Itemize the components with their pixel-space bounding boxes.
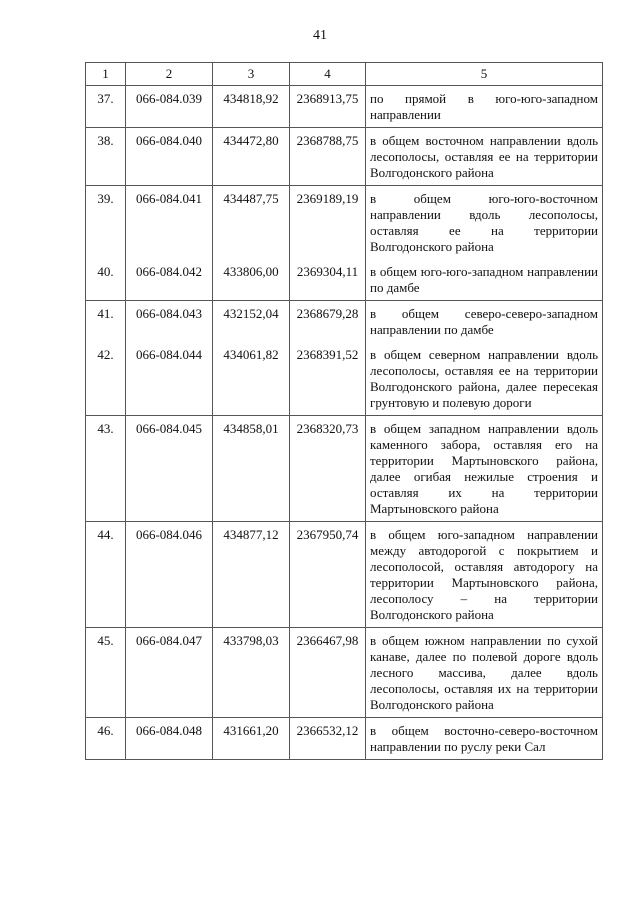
- table-row: [86, 186, 603, 260]
- row-number: 41.: [86, 301, 126, 343]
- boundary-description: в общем восточном направлении вдоль лесополосы, оставляя ее на территории Волгодонского района: [366, 128, 603, 186]
- table-header-row: [86, 63, 603, 86]
- boundary-description: в общем северном направлении вдоль лесополосы, оставляя ее на территории Волгодонского района, далее пересекая грунтовую и полевую дороги: [366, 342, 603, 416]
- coordinate-y: 2368320,73: [290, 416, 366, 522]
- row-number: 45.: [86, 628, 126, 718]
- coordinate-y: 2369304,11: [290, 259, 366, 301]
- row-number: 43.: [86, 416, 126, 522]
- page-number: 41: [313, 28, 327, 43]
- column-header-code: 2: [126, 63, 213, 86]
- boundary-description: в общем западном направлении вдоль каменного забора, оставляя его на территории Мартыновского района, далее огибая нежилые строения и оставляя их на территории Мартыновского района: [366, 416, 603, 522]
- coordinate-y: 2366467,98: [290, 628, 366, 718]
- coordinate-x: 432152,04: [213, 301, 290, 343]
- point-code: 066-084.043: [126, 301, 213, 343]
- table-row: [86, 522, 603, 628]
- table-row: [86, 259, 603, 301]
- point-code: 066-084.042: [126, 259, 213, 301]
- coordinate-x: 434858,01: [213, 416, 290, 522]
- coordinate-y: 2368913,75: [290, 86, 366, 128]
- boundary-description: в общем северо-северо-западном направлении по дамбе: [366, 301, 603, 343]
- row-number: 37.: [86, 86, 126, 128]
- boundary-description: в общем южном направлении по сухой канаве, далее по полевой дороге вдоль лесного массива, далее вдоль лесополосы, оставляя их на территории Волгодонского района: [366, 628, 603, 718]
- row-number: 42.: [86, 342, 126, 416]
- boundary-description: в общем юго-западном направлении между автодорогой с покрытием и лесополосой, оставляя автодорогу на территории Мартыновского района, лесополосу – на территории Волгодонского района: [366, 522, 603, 628]
- row-number: 38.: [86, 128, 126, 186]
- point-code: 066-084.047: [126, 628, 213, 718]
- point-code: 066-084.044: [126, 342, 213, 416]
- coordinate-y: 2368679,28: [290, 301, 366, 343]
- point-code: 066-084.046: [126, 522, 213, 628]
- point-code: 066-084.039: [126, 86, 213, 128]
- coordinate-x: 434877,12: [213, 522, 290, 628]
- coordinate-x: 434061,82: [213, 342, 290, 416]
- table-row: [86, 342, 603, 416]
- column-header-x: 3: [213, 63, 290, 86]
- coordinate-y: 2369189,19: [290, 186, 366, 260]
- coordinate-x: 434818,92: [213, 86, 290, 128]
- coordinate-y: 2367950,74: [290, 522, 366, 628]
- column-header-y: 4: [290, 63, 366, 86]
- row-number: 40.: [86, 259, 126, 301]
- table-row: [86, 416, 603, 522]
- coordinate-x: 433798,03: [213, 628, 290, 718]
- row-number: 39.: [86, 186, 126, 260]
- point-code: 066-084.040: [126, 128, 213, 186]
- point-code: 066-084.045: [126, 416, 213, 522]
- boundary-points-table: [85, 62, 603, 760]
- row-number: 46.: [86, 718, 126, 760]
- table-row: [86, 718, 603, 760]
- row-number: 44.: [86, 522, 126, 628]
- point-code: 066-084.041: [126, 186, 213, 260]
- coordinate-y: 2368788,75: [290, 128, 366, 186]
- coordinate-y: 2368391,52: [290, 342, 366, 416]
- table-row: [86, 128, 603, 186]
- coordinate-x: 433806,00: [213, 259, 290, 301]
- table-row: [86, 301, 603, 343]
- coordinate-x: 434472,80: [213, 128, 290, 186]
- column-header-description: 5: [366, 63, 603, 86]
- coordinate-x: 434487,75: [213, 186, 290, 260]
- coordinate-y: 2366532,12: [290, 718, 366, 760]
- table-row: [86, 86, 603, 128]
- boundary-description: в общем юго-юго-восточном направлении вдоль лесополосы, оставляя ее на территории Волгодонского района: [366, 186, 603, 260]
- column-header-number: 1: [86, 63, 126, 86]
- boundary-description: по прямой в юго-юго-западном направлении: [366, 86, 603, 128]
- table-row: [86, 628, 603, 718]
- boundary-description: в общем восточно-северо-восточном направлении по руслу реки Сал: [366, 718, 603, 760]
- point-code: 066-084.048: [126, 718, 213, 760]
- coordinate-x: 431661,20: [213, 718, 290, 760]
- boundary-description: в общем юго-юго-западном направлении по дамбе: [366, 259, 603, 301]
